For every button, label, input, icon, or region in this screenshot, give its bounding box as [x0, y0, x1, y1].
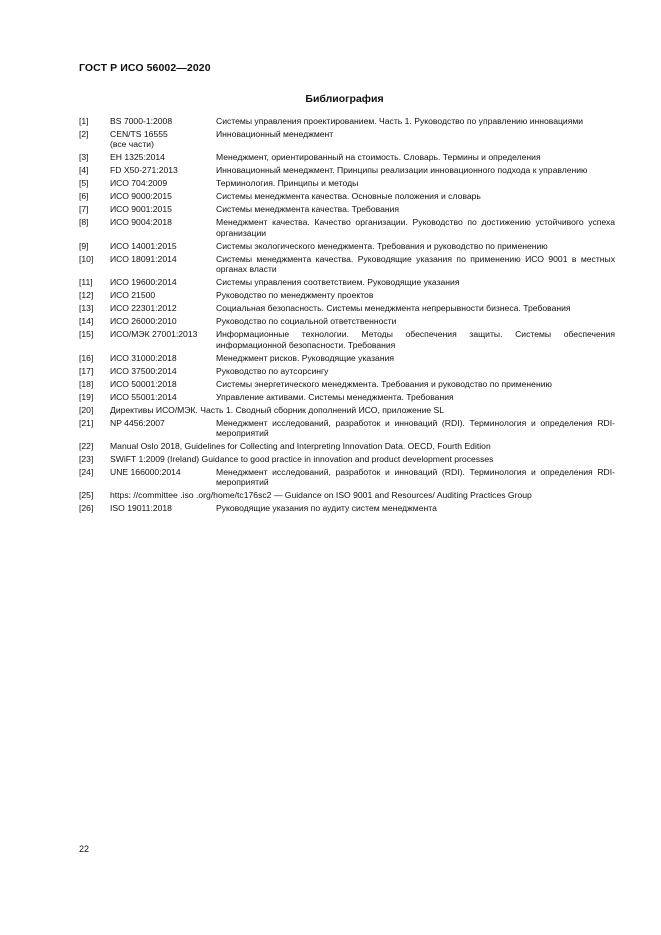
entry-code-note: (все части)	[110, 139, 154, 150]
bibliography-entry	[79, 366, 615, 376]
bibliography-entry	[79, 165, 615, 175]
bibliography-title-text: Библиография	[305, 93, 384, 105]
entry-number: [23]	[79, 454, 94, 465]
entry-description: Системы управления соответствием. Руководящие указания	[216, 277, 460, 288]
entry-number: [22]	[79, 441, 94, 452]
entry-number: [7]	[79, 204, 89, 215]
entry-description: Руководящие указания по аудиту систем менеджмента	[216, 503, 437, 514]
bibliography-entry	[79, 329, 615, 350]
entry-number: [26]	[79, 503, 94, 514]
bibliography-entry	[79, 277, 615, 287]
bibliography-entry	[79, 467, 615, 488]
entry-description: Системы менеджмента качества. Требования	[216, 204, 400, 215]
bibliography-entry	[79, 204, 615, 214]
entry-description: Менеджмент рисков. Руководящие указания	[216, 352, 395, 363]
bibliography-list	[79, 116, 615, 516]
entry-number: [20]	[79, 404, 94, 415]
entry-description: Системы менеджмента качества. Руководящие указания по применению ИСО 9001 в местных органах власти	[216, 253, 615, 275]
entry-full-text: Manual Oslo 2018, Guidelines for Collecting and Interpreting Innovation Data. OECD, Fourth Edition	[110, 441, 491, 452]
bibliography-entry	[79, 418, 615, 439]
entry-description: Терминология. Принципы и методы	[216, 178, 359, 189]
bibliography-entry	[79, 303, 615, 313]
entry-number: [21]	[79, 417, 94, 428]
bibliography-entry	[79, 490, 615, 500]
bibliography-entry	[79, 379, 615, 389]
entry-description: Менеджмент исследований, разработок и инноваций (RDI). Терминология и определения RDI-мероприятий	[216, 417, 615, 439]
entry-code: FD X50-271:2013	[110, 165, 178, 176]
entry-description: Информационные технологии. Методы обеспечения защиты. Системы обеспечения информационной безопасности. Требования	[216, 329, 615, 350]
document-header: ГОСТ Р ИСО 56002—2020	[79, 62, 211, 74]
bibliography-entry	[79, 392, 615, 402]
entry-number: [19]	[79, 391, 94, 402]
bibliography-entry	[79, 254, 615, 275]
bibliography-entry	[79, 152, 615, 162]
entry-number: [3]	[79, 152, 89, 163]
entry-number: [5]	[79, 178, 89, 189]
bibliography-entry	[79, 178, 615, 188]
entry-full-text: Директивы ИСО/МЭК. Часть 1. Сводный сборник дополнений ИСО, приложение SL	[110, 404, 445, 415]
bibliography-entry	[79, 441, 615, 451]
entry-description: Системы энергетического менеджмента. Требования и руководство по применению	[216, 378, 552, 389]
entry-code: ИСО 21500	[110, 290, 156, 301]
bibliography-entry	[79, 503, 615, 513]
entry-number: [13]	[79, 303, 94, 314]
entry-description: Социальная безопасность. Системы менеджмента непрерывности бизнеса. Требования	[216, 303, 571, 314]
entry-number: [24]	[79, 467, 94, 478]
entry-code: ИСО/МЭК 27001:2013	[110, 329, 198, 340]
entry-code	[110, 129, 216, 150]
entry-number: [15]	[79, 329, 94, 340]
entry-description: Управление активами. Системы менеджмента. Требования	[216, 391, 454, 402]
entry-code: ИСО 19600:2014	[110, 277, 177, 288]
entry-code: ИСО 50001:2018	[110, 378, 177, 389]
bibliography-entry	[79, 191, 615, 201]
entry-number: [4]	[79, 165, 89, 176]
entry-number: [18]	[79, 378, 94, 389]
page-number: 22	[79, 844, 90, 854]
entry-code: ИСО 9004:2018	[110, 217, 172, 228]
entry-number: [25]	[79, 490, 94, 501]
entry-code: BS 7000-1:2008	[110, 116, 173, 126]
entry-description: Менеджмент, ориентированный на стоимость. Словарь. Термины и определения	[216, 152, 541, 163]
entry-description: Руководство по социальной ответственности	[216, 316, 397, 327]
entry-code: ИСО 55001:2014	[110, 391, 177, 402]
bibliography-entry	[79, 316, 615, 326]
bibliography-title	[0, 93, 661, 105]
entry-code: ИСО 9001:2015	[110, 204, 172, 215]
entry-number: [2]	[79, 129, 89, 139]
entry-description: Системы экологического менеджмента. Требования и руководство по применению	[216, 240, 548, 251]
entry-description: Менеджмент качества. Качество организации. Руководство по достижению устойчивого успеха организации	[216, 217, 615, 238]
entry-number: [9]	[79, 240, 89, 251]
entry-number: [12]	[79, 290, 94, 301]
entry-number: [10]	[79, 253, 94, 264]
entry-code: UNE 166000:2014	[110, 467, 181, 478]
entry-code: NP 4456:2007	[110, 417, 165, 428]
bibliography-entry	[79, 241, 615, 251]
entry-number: [11]	[79, 277, 93, 288]
entry-description: Руководство по аутсорсингу	[216, 365, 329, 376]
entry-description: Системы менеджмента качества. Основные положения и словарь	[216, 191, 481, 202]
bibliography-entry	[79, 454, 615, 464]
bibliography-entry	[79, 290, 615, 300]
entry-number: [6]	[79, 191, 89, 202]
entry-full-text: https: //committee .iso .org/home/tc176sc2 — Guidance on ISO 9001 and Resources/ Auditing Practices Group	[110, 490, 532, 501]
bibliography-entry	[79, 129, 615, 150]
entry-description: Системы управления проектированием. Часть 1. Руководство по управлению инновациями	[216, 116, 584, 126]
entry-description: Руководство по менеджменту проектов	[216, 290, 374, 301]
entry-description: Инновационный менеджмент	[216, 129, 334, 139]
entry-code: ИСО 37500:2014	[110, 365, 177, 376]
entry-code: ИСО 26000:2010	[110, 316, 177, 327]
entry-number: [16]	[79, 352, 94, 363]
entry-code: ИСО 9000:2015	[110, 191, 172, 202]
entry-code: ИСО 14001:2015	[110, 240, 177, 251]
entry-code: ИСО 31000:2018	[110, 352, 177, 363]
entry-number: [14]	[79, 316, 94, 327]
entry-number: [8]	[79, 217, 89, 228]
entry-description: Менеджмент исследований, разработок и инноваций (RDI). Терминология и определения RDI-мероприятий	[216, 467, 615, 488]
entry-code: ЕН 1325:2014	[110, 152, 165, 163]
entry-code-line: CEN/TS 16555	[110, 129, 168, 139]
bibliography-entry	[79, 353, 615, 363]
entry-code: ИСО 22301:2012	[110, 303, 177, 314]
entry-code: ИСО 18091:2014	[110, 253, 177, 264]
bibliography-entry	[79, 405, 615, 415]
entry-number: [1]	[79, 116, 89, 126]
entry-number: [17]	[79, 365, 94, 376]
bibliography-entry	[79, 217, 615, 238]
entry-code: ISO 19011:2018	[110, 503, 172, 514]
entry-code: ИСО 704:2009	[110, 178, 168, 189]
entry-description: Инновационный менеджмент. Принципы реализации инновационного подхода к управлению	[216, 165, 588, 176]
entry-full-text: SWiFT 1:2009 (Ireland) Guidance to good practice in innovation and product development processes	[110, 454, 494, 465]
bibliography-entry	[79, 116, 615, 126]
